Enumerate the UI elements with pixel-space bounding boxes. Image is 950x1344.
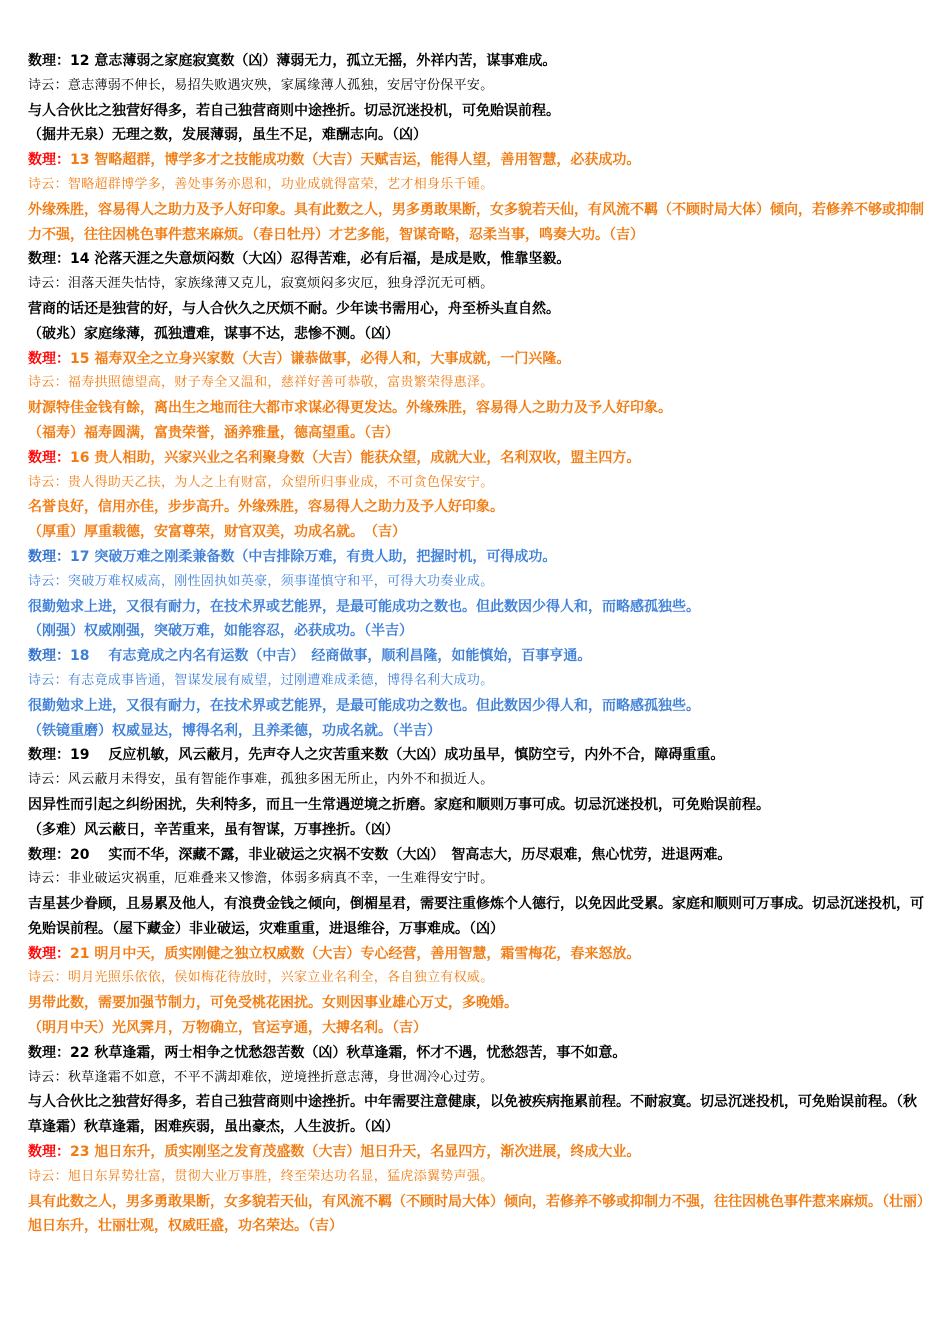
entry-number: 23	[70, 1144, 95, 1161]
entry-description: 因异性而引起之纠纷困扰，失利特多，而且一生常遇逆境之折磨。家庭和顺则万事可成。切忌沉迷投机，可免贻误前程。	[28, 796, 770, 813]
entry-heading-text: 明月中天，质实刚健之独立权威数（大吉）专心经营，善用智慧，霜雪梅花，春来怒放。	[94, 945, 641, 962]
entry-heading-text: 沦落天涯之失意烦闷数（大凶）忍得苦难，必有后福，是成是败，惟靠坚毅。	[94, 251, 571, 268]
entry-label: 数理：	[28, 648, 70, 665]
entry-label: 数理：	[28, 53, 70, 69]
entry-description: 与人合伙比之独营好得多，若自己独营商则中途挫折。中年需要注意健康，以免被疾病拖累前程。不耐寂寞。切忌沉迷投机，可免贻误前程。（秋草逢霜）秋草逢霜，困难疾弱，虽出豪杰，人生波折。（凶）	[28, 1094, 917, 1136]
entry-19	[28, 743, 928, 842]
entry-heading-text: 秋草逢霜，两士相争之忧愁怨苦数（凶）秋草逢霜，怀才不遇，忧愁怨苦，事不如意。	[94, 1044, 627, 1061]
entry-number: 17	[70, 548, 95, 565]
entry-number: 22	[70, 1044, 95, 1061]
entry-description: 财源特佳金钱有餘，离出生之地而往大都市求谋必得更发达。外缘殊胜，容易得人之助力及予人好印象。	[28, 400, 672, 417]
entry-number: 16	[70, 449, 95, 466]
entry-number: 19	[70, 747, 95, 764]
entry-description: （厚重）厚重载德，安富尊荣，财官双美，功成名就。 （吉）	[28, 524, 406, 541]
entry-heading	[28, 148, 928, 173]
entry-heading	[28, 644, 928, 669]
entry-description: 外缘殊胜，容易得人之助力及予人好印象。具有此数之人，男多勇敢果断，女多貌若天仙，有风流不羁（不顾时局大体）倾向，若修养不够或抑制力不强，往往因桃色事件惹来麻烦。（春日牡丹）才艺多能，智谋奇略，忍柔当事，鸣奏大功。（吉）	[28, 201, 924, 243]
entry-heading-text: 反应机敏，风云蔽月，先声夺人之灾苦重来数（大凶）成功虽早，慎防空亏，内外不合，障碍重重。	[94, 747, 725, 764]
entry-heading-text: 旭日东升，质实刚坚之发育茂盛数（大吉）旭日升天，名显四方，渐次进展，终成大业。	[94, 1144, 641, 1161]
entry-heading-text: 意志薄弱之家庭寂寞数（凶）薄弱无力，孤立无摇，外祥内苦，谋事难成。	[94, 53, 557, 69]
entry-poem: 诗云：旭日东昇势壮富，贯彻大业万事胜，终至荣达功名显，猛虎添翼势声强。	[28, 1168, 494, 1184]
entry-number: 15	[70, 350, 95, 367]
entry-15	[28, 347, 928, 446]
entry-poem: 诗云：智略超群博学多，善处事务亦恩和，功业成就得富荣，艺才相身乐千锺。	[28, 176, 494, 192]
entry-description: 吉星甚少眷顾，且易累及他人，有浪费金钱之倾向，倒楣星君，需要注重修炼个人德行，以免因此受累。家庭和顺则可万事成。切忌沉迷投机，可免贻误前程。（屋下藏金）非业破运，灾难重重，进退维谷，万事难成。（凶）	[28, 896, 924, 937]
entry-20	[28, 843, 928, 942]
entry-12	[28, 49, 928, 148]
entry-heading-text: 实而不华，深藏不露，非业破运之灾祸不安数（大凶） 智高志大，历尽艰难，焦心忧劳，进退两难。	[94, 846, 732, 863]
entry-description: （多难）风云蔽日，辛苦重来，虽有智谋，万事挫折。（凶）	[28, 821, 399, 838]
entry-21	[28, 942, 928, 1041]
document-body	[28, 49, 928, 1239]
entry-heading-text: 智略超群，博学多才之技能成功数（大吉）天赋吉运，能得人望，善用智慧，必获成功。	[94, 152, 641, 169]
entry-heading-text: 贵人相助，兴家兴业之名利聚身数（大吉）能获众望，成就大业，名利双收，盟主四方。	[94, 449, 641, 466]
entry-number: 14	[70, 251, 95, 268]
entry-description: 男带此数，需要加强节制力，可免受桃花困扰。女则因事业雄心万丈，多晚婚。	[28, 995, 518, 1012]
entry-number: 20	[70, 846, 95, 863]
entry-heading	[28, 942, 928, 967]
entry-heading	[28, 1041, 928, 1066]
entry-poem: 诗云：非业破运灾祸重，厄难叠来又惨澹，体弱多病真不幸，一生难得安宁时。	[28, 871, 494, 887]
entry-description: 很勤勉求上进，又很有耐力，在技术界或艺能界，是最可能成功之数也。但此数因少得人和，而略感孤独些。	[28, 697, 700, 714]
entry-heading	[28, 347, 928, 372]
entry-label: 数理：	[28, 747, 70, 764]
entry-poem: 诗云：风云蔽月未得安，虽有智能作事难，孤独多困无所止，内外不和损近人。	[28, 772, 494, 788]
entry-label: 数理：	[28, 152, 70, 169]
entry-description: 营商的话还是独营的好，与人合伙久之厌烦不耐。少年读书需用心，舟至桥头直自然。	[28, 300, 560, 317]
entry-heading-text: 福寿双全之立身兴家数（大吉）谦恭做事，必得人和，大事成就，一门兴隆。	[94, 350, 571, 367]
entry-heading	[28, 545, 928, 570]
entry-description: 名誉良好，信用亦佳，步步高升。外缘殊胜，容易得人之助力及予人好印象。	[28, 499, 504, 516]
entry-description: （刚强）权威刚强，突破万难，如能容忍，必获成功。（半吉）	[28, 623, 413, 640]
entry-number: 18	[70, 648, 95, 665]
entry-description: 与人合伙比之独营好得多，若自己独营商则中途挫折。切忌沉迷投机，可免贻误前程。	[28, 102, 560, 119]
entry-description: （铁镜重磨）权威显达，博得名利，且养柔德，功成名就。（半吉）	[28, 722, 441, 739]
entry-poem: 诗云：突破万难权威高，刚性固执如英豪，须事谨慎守和平，可得大功奏业成。	[28, 573, 494, 589]
entry-label: 数理：	[28, 548, 70, 565]
entry-poem: 诗云：意志薄弱不伸长，易招失败遇灾殃，家属缘薄人孤独，安居守份保平安。	[28, 77, 494, 93]
entry-description: （破兆）家庭缘薄，孤独遭难，谋事不达，悲惨不测。（凶）	[28, 325, 399, 342]
entry-poem: 诗云：泪落天涯失怙恃，家族缘薄又克儿，寂寞烦闷多灾厄，独身浮沉无可栖。	[28, 276, 494, 292]
entry-label: 数理：	[28, 846, 70, 863]
entry-heading-text: 有志竟成之内名有运数（中吉） 经商做事，顺利昌隆，如能慎始，百事亨通。	[94, 648, 592, 665]
entry-description: （明月中天）光风霁月，万物确立，官运亨通，大搏名利。（吉）	[28, 1020, 427, 1037]
entry-poem: 诗云：秋草逢霜不如意，不平不满却难依，逆境挫折意志薄，身世凋冷心过劳。	[28, 1069, 494, 1085]
entry-heading	[28, 843, 928, 868]
entry-poem: 诗云：有志竟成事皆通，智谋发展有威望，过刚遭难成柔德，博得名利大成功。	[28, 672, 494, 688]
entry-heading	[28, 446, 928, 471]
entry-poem: 诗云：贵人得助天乙扶，为人之上有财富，众望所归事业成，不可贪色保安宁。	[28, 474, 494, 490]
entry-number: 13	[70, 152, 95, 169]
entry-17	[28, 545, 928, 644]
entry-label: 数理：	[28, 1144, 70, 1161]
entry-22	[28, 1041, 928, 1140]
entry-label: 数理：	[28, 251, 70, 268]
entry-number: 12	[70, 53, 95, 69]
entry-label: 数理：	[28, 945, 70, 962]
entry-16	[28, 446, 928, 545]
entry-heading	[28, 1140, 928, 1165]
entry-13	[28, 148, 928, 247]
entry-label: 数理：	[28, 350, 70, 367]
entry-label: 数理：	[28, 1044, 70, 1061]
entry-label: 数理：	[28, 449, 70, 466]
entry-poem: 诗云：明月光照乐依依，侯如梅花待放时，兴家立业名利全，各自独立有权威。	[28, 970, 494, 986]
entry-heading	[28, 247, 928, 272]
entry-description: （福寿）福寿圆满，富贵荣誉，涵养雅量，德高望重。（吉）	[28, 424, 399, 441]
entry-description: 很勤勉求上进，又很有耐力，在技术界或艺能界，是最可能成功之数也。但此数因少得人和，而略感孤独些。	[28, 598, 700, 615]
entry-heading	[28, 49, 928, 74]
entry-poem: 诗云：福寿拱照德望高，财子寿全又温和，慈祥好善可恭敬，富贵繁荣得惠泽。	[28, 375, 494, 391]
entry-18	[28, 644, 928, 743]
entry-heading	[28, 743, 928, 768]
entry-14	[28, 247, 928, 346]
entry-23	[28, 1140, 928, 1239]
entry-heading-text: 突破万难之刚柔兼备数（中吉排除万难，有贵人助，把握时机，可得成功。	[94, 548, 557, 565]
entry-number: 21	[70, 945, 95, 962]
entry-description: （掘井无泉）无理之数，发展薄弱，虽生不足，难酬志向。（凶）	[28, 127, 427, 144]
entry-description: 具有此数之人，男多勇敢果断，女多貌若天仙，有风流不羁（不顾时局大体）倾向，若修养不够或抑制力不强，往往因桃色事件惹来麻烦。（壮丽）旭日东升，壮丽壮观，权威旺盛，功名荣达。（吉）	[28, 1193, 924, 1235]
